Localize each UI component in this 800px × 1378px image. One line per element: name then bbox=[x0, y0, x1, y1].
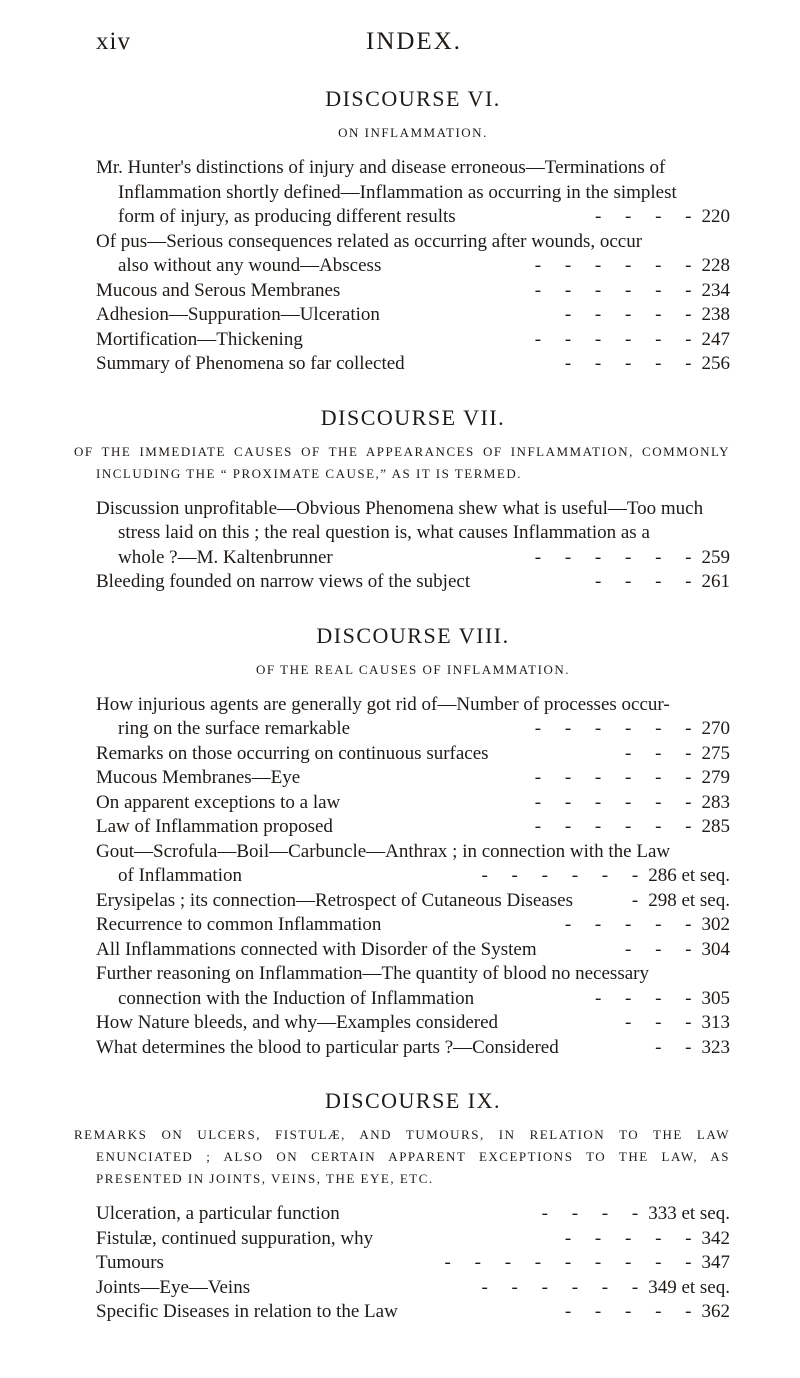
page-reference: 304 bbox=[701, 938, 730, 960]
entry-text: form of injury, as producing different results bbox=[118, 206, 456, 227]
entry-final-line bbox=[96, 864, 730, 889]
index-entry bbox=[96, 1202, 730, 1227]
entry-list bbox=[96, 1202, 730, 1325]
entry-final-line bbox=[96, 717, 730, 742]
index-entry bbox=[96, 742, 730, 767]
entry-final-line bbox=[96, 1036, 730, 1061]
entry-final-line bbox=[96, 254, 730, 279]
leader-dashes: - - - - - - bbox=[534, 255, 692, 276]
entry-final-line bbox=[96, 766, 730, 791]
entry-line: Mr. Hunter's distinctions of injury and disease erroneous—Terminations of bbox=[96, 157, 666, 178]
entry-line: How injurious agents are generally got rid of—Number of processes occur- bbox=[96, 693, 670, 715]
leader-dashes: - - - bbox=[625, 742, 692, 764]
entry-final-line bbox=[96, 987, 730, 1012]
entry-final-line bbox=[96, 1276, 730, 1301]
entry-text: connection with the Induction of Inflammation bbox=[118, 987, 475, 1009]
entry-final-line bbox=[96, 815, 730, 840]
entry-text: Remarks on those occurring on continuous surfaces bbox=[96, 742, 489, 764]
page-reference: 261 bbox=[701, 571, 730, 592]
entry-final-line bbox=[96, 1300, 730, 1325]
page-reference: 333 et seq. bbox=[648, 1203, 730, 1224]
index-entry bbox=[96, 766, 730, 791]
discourse-section bbox=[96, 86, 730, 377]
entry-final-line bbox=[96, 303, 730, 328]
index-entry bbox=[96, 328, 730, 353]
entry-text: Mortification—Thickening bbox=[96, 328, 303, 350]
index-entry bbox=[96, 1227, 730, 1252]
leader-dashes: - - - - - bbox=[564, 304, 692, 325]
entry-final-line bbox=[96, 205, 730, 230]
entry-text: Adhesion—Suppuration—Ulceration bbox=[96, 304, 380, 325]
entry-text: whole ?—M. Kaltenbrunner bbox=[118, 546, 333, 568]
leader-dashes: - - - - - bbox=[564, 914, 692, 935]
page-reference: 323 bbox=[701, 1036, 730, 1058]
page-reference: 362 bbox=[701, 1301, 730, 1322]
entry-final-line bbox=[96, 1011, 730, 1036]
index-sections bbox=[74, 86, 730, 1325]
entry-final-line bbox=[96, 1202, 730, 1227]
entry-text: What determines the blood to particular parts ?—Considered bbox=[96, 1036, 559, 1058]
page-reference: 220 bbox=[701, 206, 730, 227]
entry-text: Erysipelas ; its connection—Retrospect of Cutaneous Diseases bbox=[96, 889, 574, 911]
discourse-subtitle: REMARKS ON ULCERS, FISTULÆ, AND TUMOURS, IN RELATION TO THE LAW ENUNCIATED ; ALSO ON CERTAIN APPARENT EXCEPTIONS TO THE LAW, AS PRESENTED IN JOINTS, VEINS, THE EYE, ETC. bbox=[74, 1127, 730, 1186]
entry-text: All Inflammations connected with Disorder of the System bbox=[96, 938, 537, 960]
discourse-title: DISCOURSE VII. bbox=[320, 404, 506, 430]
page-reference: 256 bbox=[701, 353, 730, 374]
leader-dashes: - - - bbox=[625, 938, 692, 960]
leader-dashes: - - - - - - bbox=[481, 1276, 639, 1298]
entry-final-line bbox=[96, 913, 730, 938]
index-entry bbox=[96, 279, 730, 304]
entry-line: Further reasoning on Inflammation—The quantity of blood no necessary bbox=[96, 963, 649, 984]
leader-dashes: - - - - bbox=[594, 571, 692, 592]
entry-text: of Inflammation bbox=[118, 865, 242, 886]
leader-dashes: - - - - - - bbox=[534, 546, 692, 568]
page-reference: 286 et seq. bbox=[648, 865, 730, 886]
index-entry bbox=[96, 815, 730, 840]
running-title: INDEX. bbox=[366, 28, 463, 55]
index-entry bbox=[96, 1300, 730, 1325]
leader-dashes: - - - - bbox=[541, 1203, 639, 1224]
entry-final-line bbox=[96, 328, 730, 353]
page-reference: 234 bbox=[701, 279, 730, 301]
entry-text: Specific Diseases in relation to the Law bbox=[96, 1301, 398, 1322]
entry-text: ring on the surface remarkable bbox=[118, 718, 351, 739]
page-reference: 298 et seq. bbox=[648, 889, 730, 911]
index-entry bbox=[96, 913, 730, 938]
entry-text: Tumours bbox=[96, 1252, 164, 1273]
page-reference: 347 bbox=[701, 1252, 730, 1273]
leader-dashes: - - bbox=[655, 1036, 692, 1058]
entry-text: Mucous Membranes—Eye bbox=[96, 767, 301, 788]
entry-text: On apparent exceptions to a law bbox=[96, 791, 341, 813]
page-folio: xiv bbox=[96, 28, 131, 55]
index-entry bbox=[96, 570, 730, 595]
entry-line: Discussion unprofitable—Obvious Phenomena shew what is useful—Too much bbox=[96, 497, 704, 519]
entry-line: Gout—Scrofula—Boil—Carbuncle—Anthrax ; in connection with the Law bbox=[96, 840, 671, 862]
entry-text: How Nature bleeds, and why—Examples considered bbox=[96, 1012, 499, 1033]
leader-dashes: - - - - - - bbox=[534, 718, 692, 739]
leader-dashes: - - - - - - bbox=[481, 865, 639, 886]
index-entry bbox=[96, 1251, 730, 1276]
entry-text: Summary of Phenomena so far collected bbox=[96, 353, 405, 374]
page-reference: 247 bbox=[701, 328, 730, 350]
leader-dashes: - - - - bbox=[594, 206, 692, 227]
index-entry bbox=[96, 303, 730, 328]
page-reference: 285 bbox=[701, 816, 730, 837]
entry-line: Inflammation shortly defined—Inflammation as occurring in the simplest bbox=[118, 181, 677, 203]
index-entry bbox=[96, 693, 730, 742]
entry-final-line bbox=[96, 352, 730, 377]
index-entry bbox=[96, 1011, 730, 1036]
index-entry bbox=[96, 352, 730, 377]
entry-text: Ulceration, a particular function bbox=[96, 1203, 340, 1224]
entry-text: Joints—Eye—Veins bbox=[96, 1276, 251, 1298]
entry-text: Recurrence to common Inflammation bbox=[96, 914, 382, 935]
entry-list bbox=[96, 156, 730, 377]
page-reference: 342 bbox=[701, 1227, 730, 1249]
entry-text: Fistulæ, continued suppuration, why bbox=[96, 1227, 374, 1249]
entry-line: Of pus—Serious consequences related as occurring after wounds, occur bbox=[96, 230, 643, 252]
page-reference: 259 bbox=[701, 546, 730, 568]
entry-final-line bbox=[96, 279, 730, 304]
discourse-section bbox=[96, 623, 730, 1061]
index-entry bbox=[96, 791, 730, 816]
entry-final-line bbox=[96, 1251, 730, 1276]
entry-list bbox=[96, 693, 730, 1061]
entry-text: Mucous and Serous Membranes bbox=[96, 279, 341, 301]
page-reference: 238 bbox=[701, 304, 730, 325]
page-header bbox=[96, 28, 730, 68]
discourse-section bbox=[74, 1088, 730, 1325]
discourse-title: DISCOURSE VIII. bbox=[316, 622, 510, 648]
page-reference: 228 bbox=[701, 255, 730, 276]
entry-final-line bbox=[96, 570, 730, 595]
entry-line: stress laid on this ; the real question is, what causes Inflammation as a bbox=[118, 522, 650, 543]
index-entry bbox=[96, 497, 730, 571]
entry-final-line bbox=[96, 938, 730, 963]
index-entry bbox=[96, 840, 730, 889]
leader-dashes: - - - - bbox=[594, 987, 692, 1009]
entry-final-line bbox=[96, 1227, 730, 1252]
discourse-subtitle: OF THE REAL CAUSES OF INFLAMMATION. bbox=[256, 661, 570, 677]
page-reference: 283 bbox=[701, 791, 730, 813]
page-reference: 270 bbox=[701, 718, 730, 739]
entry-text: Law of Inflammation proposed bbox=[96, 816, 333, 837]
discourse-title: DISCOURSE IX. bbox=[325, 1088, 501, 1113]
leader-dashes: - - - - - - bbox=[534, 791, 692, 813]
index-entry bbox=[96, 1276, 730, 1301]
entry-final-line bbox=[96, 791, 730, 816]
discourse-subtitle: ON INFLAMMATION. bbox=[338, 125, 488, 140]
discourse-title: DISCOURSE VI. bbox=[325, 86, 501, 111]
leader-dashes: - bbox=[631, 889, 639, 911]
leader-dashes: - - - - - - - - - bbox=[444, 1252, 692, 1273]
entry-final-line bbox=[96, 742, 730, 767]
page-reference: 349 et seq. bbox=[648, 1276, 730, 1298]
page-reference: 279 bbox=[701, 767, 730, 788]
discourse-section bbox=[74, 404, 730, 595]
index-entry bbox=[96, 156, 730, 230]
entry-text: also without any wound—Abscess bbox=[118, 255, 382, 276]
index-entry bbox=[96, 230, 730, 279]
leader-dashes: - - - bbox=[625, 1012, 692, 1033]
page-reference: 302 bbox=[701, 914, 730, 935]
entry-final-line bbox=[96, 889, 730, 914]
leader-dashes: - - - - - - bbox=[534, 279, 692, 301]
index-entry bbox=[96, 889, 730, 914]
entry-list bbox=[96, 497, 730, 595]
leader-dashes: - - - - - bbox=[564, 1301, 692, 1322]
page-reference: 305 bbox=[701, 987, 730, 1009]
entry-text: Bleeding founded on narrow views of the subject bbox=[96, 571, 471, 592]
leader-dashes: - - - - - - bbox=[534, 816, 692, 837]
leader-dashes: - - - - - bbox=[564, 353, 692, 374]
index-entry bbox=[96, 962, 730, 1011]
leader-dashes: - - - - - - bbox=[534, 328, 692, 350]
page-reference: 275 bbox=[701, 742, 730, 764]
leader-dashes: - - - - - - bbox=[534, 767, 692, 788]
leader-dashes: - - - - - bbox=[564, 1227, 692, 1249]
page-reference: 313 bbox=[701, 1012, 730, 1033]
index-entry bbox=[96, 1036, 730, 1061]
discourse-subtitle: OF THE IMMEDIATE CAUSES OF THE APPEARANCES OF INFLAMMATION, COMMONLY INCLUDING THE “ PROXIMATE CAUSE,” AS IT IS TERMED. bbox=[74, 443, 730, 481]
entry-final-line bbox=[96, 546, 730, 571]
index-entry bbox=[96, 938, 730, 963]
